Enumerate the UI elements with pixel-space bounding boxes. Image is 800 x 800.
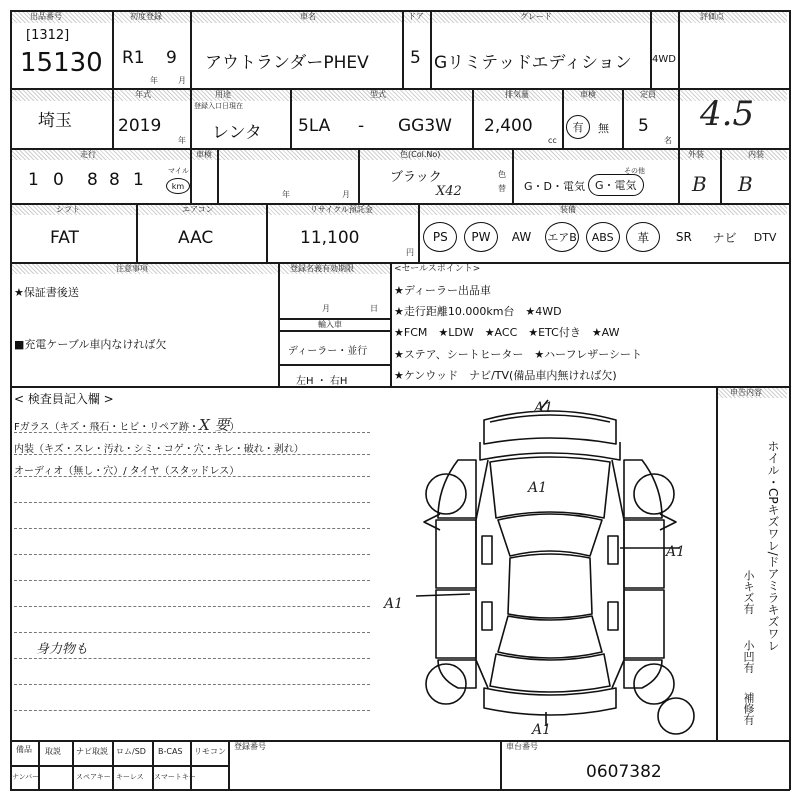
border-bottom <box>10 789 790 791</box>
equipment-item <box>542 220 583 254</box>
note-cable: ■充電ケーブル車内なければ欠 <box>14 338 167 351</box>
displacement: 2,400 <box>484 116 533 136</box>
damage-mark-left: A1 <box>384 596 404 612</box>
dash-line <box>14 432 370 433</box>
period-label: 車検 <box>196 150 212 159</box>
reg-label: 初度登録 <box>130 12 162 21</box>
score-handwritten: 4.5 <box>700 94 755 134</box>
type-code-a: 5LA <box>298 116 331 136</box>
hood-shape <box>490 457 610 518</box>
mileage-digit: 1 <box>133 170 144 190</box>
note-warranty: ★保証書後送 <box>14 286 79 299</box>
reg-year-unit: 年 <box>150 76 158 85</box>
v20 <box>136 203 138 262</box>
km-unit: km <box>171 181 185 191</box>
damage-mark-hood: A1 <box>528 480 548 496</box>
notes-title: 注意事項 <box>116 264 148 273</box>
right-front-fender <box>624 460 662 518</box>
dash-line <box>14 502 370 503</box>
front-bumper-line <box>490 415 610 422</box>
car-name-label: 車名 <box>300 12 316 21</box>
fuel-other: その他 <box>624 167 645 175</box>
mile-unit: マイル <box>168 167 189 175</box>
shaken-yes: 有 <box>572 121 584 134</box>
car-name: アウトランダーPHEV <box>205 53 369 73</box>
v1 <box>112 10 114 88</box>
v10 <box>472 88 474 148</box>
border-right <box>789 10 791 790</box>
sales-title: <セールスポイント> <box>394 264 481 274</box>
right-body-line <box>612 460 624 688</box>
footer-item: 取説 <box>45 747 61 756</box>
recycle-label: リサイクル預託金 <box>310 205 373 214</box>
ext-grade: B <box>692 172 707 196</box>
label-strip-1 <box>12 12 787 23</box>
equipment-item <box>704 220 745 254</box>
use-label: 用途 <box>215 90 231 99</box>
shift-label: シフト <box>56 205 80 214</box>
equipment-item <box>501 220 542 254</box>
shaken-yes-circle <box>566 115 590 139</box>
mileage-digit: 8 <box>87 170 98 190</box>
equipment-label: ABS <box>586 222 620 252</box>
inspector-glass-text: Fガラス（キズ・飛石・ヒビ・リペア跡・ <box>14 422 200 433</box>
equipment-item <box>461 220 502 254</box>
v14 <box>190 148 192 203</box>
footer-item: キーレス <box>116 773 144 781</box>
right-note-dent: 小凹有 <box>742 640 755 673</box>
h-mid-3 <box>278 364 390 366</box>
cc-unit: cc <box>548 136 557 145</box>
v9 <box>290 88 292 148</box>
regist-label: 登録名義有効期限 <box>290 264 354 273</box>
border-left <box>10 10 12 790</box>
mileage-digits <box>28 170 153 190</box>
steering-side: 左H ・ 右H <box>296 376 348 387</box>
footer-item: リモコン <box>194 747 226 756</box>
mileage-digit: 0 <box>53 170 64 190</box>
dash-line <box>14 684 370 685</box>
right-note-scratch: 小キズ有 <box>742 570 755 614</box>
equipment-label: SR <box>675 230 692 244</box>
equipment-item <box>582 220 623 254</box>
footer-item: B-CAS <box>158 747 183 756</box>
right-rear-door <box>624 590 664 658</box>
inspector-glass-mark: X 要 <box>199 416 230 434</box>
use-sub: 登録入口日現在 <box>194 102 243 110</box>
footer-item: ナビ取説 <box>76 747 108 756</box>
type-dash: - <box>358 116 365 136</box>
damage-mark-right: A1 <box>666 544 686 560</box>
seats-unit: 名 <box>664 136 672 145</box>
equipment-item <box>623 220 664 254</box>
mileage-digit: 1 <box>28 170 39 190</box>
equip-label: 装備 <box>560 205 576 214</box>
color-number: X42 <box>436 184 462 199</box>
period-year: 年 <box>282 190 290 199</box>
inspector-audio: オーディオ（無し・穴）/ タイヤ（スタッドレス） <box>14 466 240 477</box>
v21 <box>266 203 268 262</box>
chassis-label: 車台番号 <box>506 742 538 751</box>
period-month: 月 <box>342 190 350 199</box>
v11 <box>562 88 564 148</box>
right-note-wheel-text: ホイル・CPキズ <box>766 440 780 528</box>
left-rear-door <box>436 590 476 658</box>
label-strip-4 <box>12 205 787 215</box>
equipment-label: AW <box>511 230 532 244</box>
regist-day: 日 <box>370 304 378 313</box>
right-rear-window <box>608 602 618 630</box>
v15 <box>217 148 219 203</box>
fv7 <box>500 740 502 789</box>
dash-line <box>14 554 370 555</box>
row-divider-6 <box>10 740 790 742</box>
reg-month: 9 <box>166 48 177 68</box>
mileage-digit: 8 <box>109 170 120 190</box>
fv3 <box>112 740 114 789</box>
regist-month: 月 <box>322 304 330 313</box>
spare-wheel <box>658 698 694 734</box>
type-code-b: GG3W <box>398 116 452 136</box>
prefecture: 埼玉 <box>38 111 72 131</box>
dealer-parallel: ディーラー・並行 <box>288 346 368 357</box>
int-label: 内装 <box>748 150 764 159</box>
color: ブラック <box>390 170 442 185</box>
dash-line <box>14 606 370 607</box>
dash-line <box>14 658 370 659</box>
sales-line: ★ステア、シートヒーター ★ハーフレザーシート <box>394 348 642 361</box>
v19 <box>720 148 722 203</box>
car-damage-diagram <box>380 396 716 740</box>
footer-item: スマートキー <box>154 773 196 781</box>
doors: 5 <box>410 48 421 68</box>
row-divider-5 <box>10 386 790 388</box>
left-front-window <box>482 536 492 564</box>
right-notes-title: 申告内容 <box>730 388 762 397</box>
lot-main: 15130 <box>20 48 103 78</box>
footer-item: ロム/SD <box>116 747 146 756</box>
left-front-door <box>436 520 476 588</box>
color-label: 色(Col.No) <box>400 150 441 159</box>
score-label: 評価点 <box>700 12 724 21</box>
v24 <box>390 262 392 386</box>
roof-shape <box>508 554 592 618</box>
shaken-label: 車検 <box>580 90 596 99</box>
ac-label: エアコン <box>182 205 214 214</box>
v2 <box>190 10 192 88</box>
int-grade: B <box>738 172 753 196</box>
v13 <box>678 88 680 148</box>
trunk-shape <box>490 654 610 692</box>
dash-line <box>14 476 370 477</box>
fv2 <box>72 740 74 789</box>
import-label: 輸入車 <box>318 320 342 329</box>
label-strip-2 <box>12 90 787 101</box>
drive-type: 4WD <box>652 54 676 65</box>
v17 <box>512 148 514 203</box>
pointer-left <box>416 594 470 596</box>
rear-left-wheel <box>426 664 466 704</box>
fv6 <box>228 740 230 789</box>
footer-item: ナンバー <box>12 773 40 781</box>
v25 <box>716 386 718 740</box>
chassis-number: 0607382 <box>586 762 662 782</box>
v4 <box>430 10 432 88</box>
fuel-options: G・D・電気 <box>524 180 585 193</box>
color-suffix: 色 <box>498 170 506 179</box>
inspector-title: < 検査員記入欄 > <box>14 392 114 406</box>
equipment-label: DTV <box>753 230 777 244</box>
v23 <box>278 262 280 386</box>
equipment-item <box>420 220 461 254</box>
model-year: 2019 <box>118 116 162 136</box>
reg-month-unit: 月 <box>178 76 186 85</box>
grade: Gリミテッドエディション <box>434 53 632 73</box>
rear-right-wheel <box>634 664 674 704</box>
reg-era: R1 <box>122 48 145 68</box>
right-note-repair: 補修有 <box>742 692 755 725</box>
v12 <box>622 88 624 148</box>
inspector-handwritten-note: 身力物も <box>36 642 89 657</box>
seats-label: 定員 <box>640 90 656 99</box>
km-unit-circle <box>166 178 190 194</box>
equipment-label: PS <box>423 222 457 252</box>
right-front-door <box>624 520 664 588</box>
v18 <box>678 148 680 203</box>
color-change: 替 <box>498 184 506 193</box>
use-type: レンタ <box>212 123 262 143</box>
seats: 5 <box>638 116 649 136</box>
sales-line: ★ケンウッド ナビ/TV(備品車内無ければ欠) <box>394 369 617 382</box>
equipment-label: 革 <box>626 222 660 252</box>
mileage-label: 走行 <box>80 150 96 159</box>
dash-line <box>14 528 370 529</box>
sales-line: ★ディーラー出品車 <box>394 284 491 297</box>
equipment-label: エアB <box>545 222 579 252</box>
dash-line <box>14 710 370 711</box>
fuel-selected: G・電気 <box>588 174 644 196</box>
v7 <box>112 88 114 148</box>
equipment-label: ナビ <box>712 230 737 245</box>
shaken-no: 無 <box>598 122 609 135</box>
sales-line: ★FCM ★LDW ★ACC ★ETC付き ★AW <box>394 326 620 339</box>
dash-line <box>14 580 370 581</box>
footer-item: スペアキー <box>76 773 111 781</box>
door-label: ドア <box>408 12 424 21</box>
inspector-interior: 内装（キズ・スレ・汚れ・シミ・コゲ・穴・キレ・破れ・剥れ） <box>14 444 304 455</box>
sales-line: ★走行距離10.000km台 ★4WD <box>394 305 562 318</box>
grade-label: グレード <box>520 12 552 21</box>
left-rear-window <box>482 602 492 630</box>
right-front-window <box>608 536 618 564</box>
right-note-mirror-text: ワレ/ドアミラキズワレ <box>766 527 780 652</box>
recycle-unit: 円 <box>406 248 414 257</box>
equipment-item <box>664 220 705 254</box>
dash-line <box>14 632 370 633</box>
v6 <box>678 10 680 88</box>
v16 <box>358 148 360 203</box>
ext-label: 外装 <box>688 150 704 159</box>
left-body-line <box>476 460 488 688</box>
air-conditioner: AAC <box>178 228 214 248</box>
footer-left-label: 備品 <box>16 745 32 754</box>
rear-window-shape <box>498 616 602 658</box>
cc-label: 排気量 <box>505 90 529 99</box>
damage-mark-front: A1 <box>534 400 554 416</box>
left-front-fender <box>438 460 476 518</box>
equipment-item <box>745 220 786 254</box>
shift: FAT <box>50 228 79 248</box>
registration-label: 登録番号 <box>234 742 266 751</box>
year-label: 年式 <box>135 90 151 99</box>
dash-line <box>14 454 370 455</box>
lot-label: 出品番号 <box>30 12 62 21</box>
footer-mid <box>10 765 228 767</box>
v3 <box>402 10 404 88</box>
windshield-shape <box>498 514 602 556</box>
h-mid-2 <box>278 330 390 332</box>
v5 <box>650 10 652 88</box>
recycle-fee: 11,100 <box>300 228 360 248</box>
damage-mark-rear: A1 <box>532 722 552 738</box>
model-year-unit: 年 <box>178 136 186 145</box>
right-note-wheel <box>766 440 779 652</box>
inspector-glass-end: ） <box>229 422 240 433</box>
type-label: 型式 <box>370 90 386 99</box>
v8 <box>190 88 192 148</box>
lot-number: [1312] <box>26 28 70 43</box>
equipment-label: PW <box>464 222 498 252</box>
